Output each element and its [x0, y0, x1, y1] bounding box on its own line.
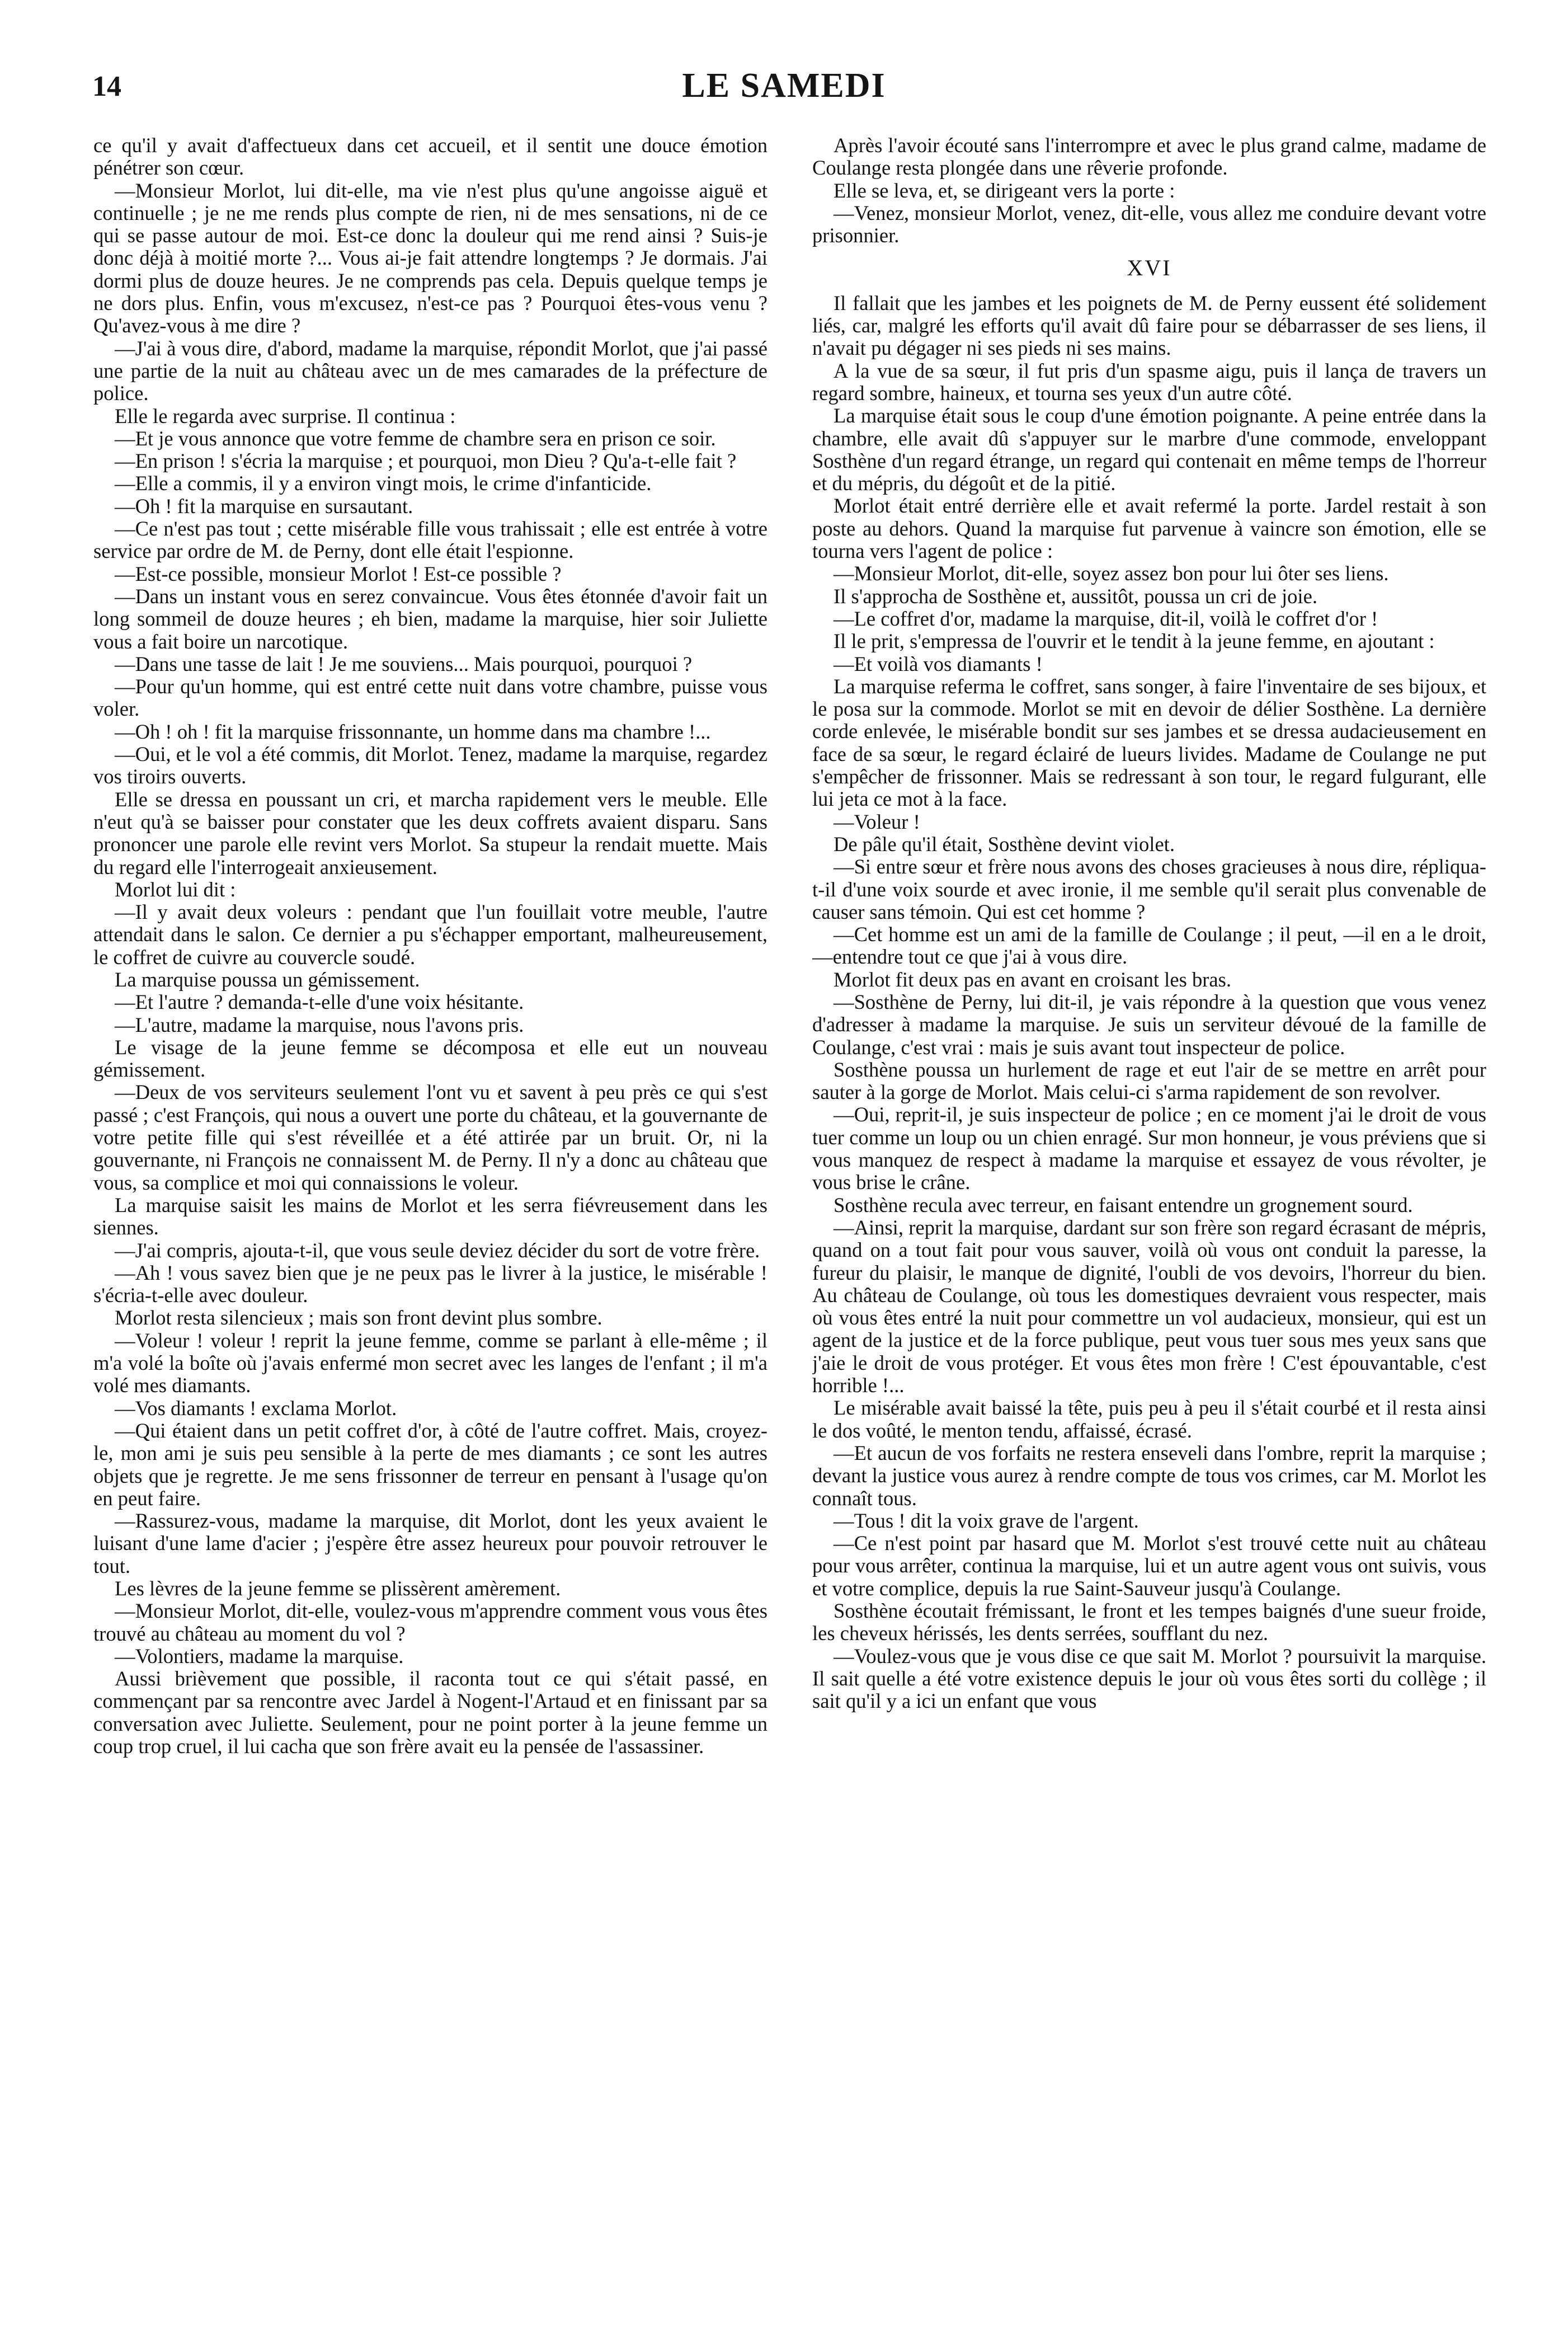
paragraph: —Qui étaient dans un petit coffret d'or, à côté de l'autre coffret. Mais, croyez-le, mon ami je suis peu sensible à la perte de mes diamants ; ce sont les autres objets que je regrette. Je me sens frissonner de terreur en pensant à l'usage qu'on en peut faire.: [93, 1419, 767, 1510]
paragraph: A la vue de sa sœur, il fut pris d'un spasme aigu, puis il lança de travers un regard sombre, haineux, et tourna ses yeux d'un autre côté.: [812, 359, 1486, 405]
paragraph: Après l'avoir écouté sans l'interrompre et avec le plus grand calme, madame de Coulange resta plongée dans une rêverie profonde.: [812, 134, 1486, 180]
paragraph: —Voleur !: [834, 810, 920, 833]
paragraph: —Ah ! vous savez bien que je ne peux pas le livrer à la justice, le misérable ! s'écria-t-elle avec douleur.: [93, 1261, 767, 1307]
paragraph: ce qu'il y avait d'affectueux dans cet accueil, et il sentit une douce émotion pénétrer son cœur.: [93, 134, 767, 180]
paragraph: —Et voilà vos diamants !: [834, 652, 1043, 675]
paragraph: —Sosthène de Perny, lui dit-il, je vais répondre à la question que vous venez d'adresser à madame la marquise. Je suis un serviteur dévoué de la famille de Coulange, c'est vrai : mais je suis avant tout inspecteur de police.: [812, 990, 1486, 1059]
paragraph: —Est-ce possible, monsieur Morlot ! Est-ce possible ?: [115, 562, 562, 585]
paragraph: —Volontiers, madame la marquise.: [115, 1644, 404, 1668]
paragraph: —Ce n'est point par hasard que M. Morlot s'est trouvé cette nuit au château pour vous arrêter, continua la marquise, lui et un autre agent vous ont suivis, vous et votre complice, depuis la rue Saint-Sauveur jusqu'à Coulange.: [812, 1532, 1486, 1600]
paragraph: —Voulez-vous que je vous dise ce que sait M. Morlot ? poursuivit la marquise. Il sait quelle a été votre existence depuis le jour où vous êtes sorti du collège ; il sait qu'il y a ici un enfant que vous: [812, 1644, 1486, 1713]
paragraph: Elle se leva, et, se dirigeant vers la porte :: [834, 179, 1175, 202]
paragraph: Il fallait que les jambes et les poignets de M. de Perny eussent été solidement liés, car, malgré les efforts qu'il avait dû faire pour se débarrasser de ses liens, il n'avait pu dégager ni ses pieds ni ses mains.: [812, 291, 1486, 360]
paragraph: —Monsieur Morlot, dit-elle, soyez assez bon pour lui ôter ses liens.: [834, 562, 1389, 585]
paragraph: —Dans un instant vous en serez convaincue. Vous êtes étonnée d'avoir fait un long sommeil de douze heures ; eh bien, madame la marquise, hier soir Juliette vous a fait boire un narcotique.: [93, 584, 767, 653]
paragraph: Morlot était entré derrière elle et avait refermé la porte. Jardel restait à son poste au dehors. Quand la marquise fut parvenue à vaincre son émotion, elle se tourna vers l'agent de police :: [812, 494, 1486, 563]
right-column: [812, 134, 1486, 2277]
paragraph: Les lèvres de la jeune femme se plissèrent amèrement.: [115, 1577, 561, 1600]
paragraph: —Monsieur Morlot, lui dit-elle, ma vie n'est plus qu'une angoisse aiguë et continuelle ; je ne me rends plus compte de rien, ni de mes sensations, ni de ce qui se passe autour de moi. Est-ce donc la douleur qui me rend ainsi ? Suis-je donc déjà à moitié morte ?... Vous ai-je fait attendre longtemps ? Je dormais. J'ai dormi plus de douze heures. Je ne comprends pas cela. Depuis quelque temps je ne dors plus. Enfin, vous m'excusez, n'est-ce pas ? Pourquoi êtes-vous venu ? Qu'avez-vous à me dire ?: [93, 179, 767, 337]
paragraph: Sosthène recula avec terreur, en faisant entendre un grognement sourd.: [834, 1193, 1413, 1216]
left-column: [93, 134, 767, 2277]
paragraph: Il le prit, s'empressa de l'ouvrir et le tendit à la jeune femme, en ajoutant :: [834, 630, 1435, 653]
paragraph: La marquise referma le coffret, sans songer, à faire l'inventaire de ses bijoux, et le posa sur la commode. Morlot se mit en devoir de délier Sosthène. La dernière corde enlevée, le misérable bondit sur ses jambes et se dressa audacieusement en face de sa sœur, le regard éclairé de lueurs livides. Madame de Coulange ne put s'empêcher de frissonner. Mais se redressant à son tour, le regard fulgurant, elle lui jeta ce mot à la face.: [812, 674, 1486, 811]
paragraph: La marquise était sous le coup d'une émotion poignante. A peine entrée dans la chambre, elle avait dû s'appuyer sur le marbre d'une commode, enveloppant Sosthène d'un regard étrange, un regard qui contenait en même temps de l'horreur et du mépris, du dégoût et de la pitié.: [812, 404, 1486, 495]
paragraph: —Tous ! dit la voix grave de l'argent.: [834, 1509, 1139, 1532]
paragraph: Le visage de la jeune femme se décomposa et elle eut un nouveau gémissement.: [93, 1035, 767, 1082]
paragraph: —Voleur ! voleur ! reprit la jeune femme, comme se parlant à elle-même ; il m'a volé la boîte où j'avais enfermé mon secret avec les langes de l'enfant ; il m'a volé mes diamants.: [93, 1328, 767, 1397]
journal-title: LE SAMEDI: [682, 67, 886, 105]
paragraph: —Dans une tasse de lait ! Je me souviens... Mais pourquoi, pourquoi ?: [115, 652, 693, 675]
paragraph: —Oh ! oh ! fit la marquise frissonnante, un homme dans ma chambre !...: [115, 720, 711, 743]
paragraph: —Le coffret d'or, madame la marquise, dit-il, voilà le coffret d'or !: [834, 607, 1378, 630]
paragraph: —Monsieur Morlot, dit-elle, voulez-vous m'apprendre comment vous vous êtes trouvé au château au moment du vol ?: [93, 1599, 767, 1645]
paragraph: —Oh ! fit la marquise en sursautant.: [115, 494, 413, 518]
paragraph: Morlot resta silencieux ; mais son front devint plus sombre.: [115, 1306, 602, 1330]
paragraph: —Et l'autre ? demanda-t-elle d'une voix hésitante.: [115, 990, 524, 1014]
paragraph: Elle le regarda avec surprise. Il continua :: [115, 404, 456, 428]
paragraph: La marquise saisit les mains de Morlot et les serra fiévreusement dans les siennes.: [93, 1193, 767, 1239]
paragraph: Sosthène écoutait frémissant, le front et les tempes baignés d'une sueur froide, les cheveux hérissés, les dents serrées, soufflant du nez.: [812, 1599, 1486, 1645]
paragraph: —Pour qu'un homme, qui est entré cette nuit dans votre chambre, puisse vous voler.: [93, 675, 767, 721]
paragraph: Sosthène poussa un hurlement de rage et eut l'air de se mettre en arrêt pour sauter à la gorge de Morlot. Mais celui-ci s'arma rapidement de son revolver.: [812, 1058, 1486, 1104]
paragraph: —Elle a commis, il y a environ vingt mois, le crime d'infanticide.: [115, 472, 652, 495]
paragraph: —Ce n'est pas tout ; cette misérable fille vous trahissait ; elle est entrée à votre service par ordre de M. de Perny, dont elle était l'espionne.: [93, 517, 767, 563]
paragraph: —L'autre, madame la marquise, nous l'avons pris.: [115, 1013, 524, 1036]
paragraph: Morlot fit deux pas en avant en croisant les bras.: [834, 967, 1232, 991]
paragraph: —Et aucun de vos forfaits ne restera enseveli dans l'ombre, reprit la marquise ; devant la justice vous aurez à rendre compte de tous vos crimes, car M. Morlot les connaît tous.: [812, 1441, 1486, 1510]
paragraph: —Cet homme est un ami de la famille de Coulange ; il peut, —il en a le droit,—entendre tout ce que j'ai à vous dire.: [812, 923, 1486, 969]
paragraph: La marquise poussa un gémissement.: [115, 967, 420, 991]
paragraph: Aussi brièvement que possible, il raconta tout ce qui s'était passé, en commençant par sa rencontre avec Jardel à Nogent-l'Artaud et en finissant par sa conversation avec Juliette. Seulement, pour ne point porter à la jeune femme un coup trop cruel, il lui cacha que son frère avait eu la pensée de l'assassiner.: [93, 1667, 767, 1758]
paragraph: —Et je vous annonce que votre femme de chambre sera en prison ce soir.: [115, 426, 716, 450]
paragraph: —Si entre sœur et frère nous avons des choses gracieuses à nous dire, répliqua-t-il d'une voix sourde et avec ironie, il me semble qu'il serait plus convenable de causer sans témoin. Qui est cet homme ?: [812, 855, 1486, 923]
paragraph: —Oui, reprit-il, je suis inspecteur de police ; en ce moment j'ai le droit de vous tuer comme un loup ou un chien enragé. Sur mon honneur, je vous préviens que si vous manquez de respect à madame la marquise et essayez de vous révolter, je vous brise le crâne.: [812, 1103, 1486, 1194]
page-number: 14: [92, 71, 121, 102]
paragraph: De pâle qu'il était, Sosthène devint violet.: [834, 832, 1175, 856]
paragraph: —Il y avait deux voleurs : pendant que l'un fouillait votre meuble, l'autre attendait dans le salon. Ce dernier a pu s'échapper emportant, malheureusement, le coffret de cuivre au couvercle soudé.: [93, 900, 767, 969]
paragraph: Le misérable avait baissé la tête, puis peu à peu il s'était courbé et il resta ainsi le dos voûté, le menton tendu, affaissé, écrasé.: [812, 1396, 1486, 1442]
paragraph: Elle se dressa en poussant un cri, et marcha rapidement vers le meuble. Elle n'eut qu'à se baisser pour constater que les deux coffrets avaient disparu. Sans prononcer une parole elle revint vers Morlot. Sa stupeur la rendait muette. Mais du regard elle l'interrogeait anxieusement.: [93, 787, 767, 879]
paragraph: Il s'approcha de Sosthène et, aussitôt, poussa un cri de joie.: [834, 584, 1317, 608]
paragraph: —Venez, monsieur Morlot, venez, dit-elle, vous allez me conduire devant votre prisonnier.: [812, 201, 1486, 247]
paragraph: —Oui, et le vol a été commis, dit Morlot. Tenez, madame la marquise, regardez vos tiroirs ouverts.: [93, 743, 767, 788]
paragraph: —En prison ! s'écria la marquise ; et pourquoi, mon Dieu ? Qu'a-t-elle fait ?: [115, 449, 737, 473]
paragraph: —Rassurez-vous, madame la marquise, dit Morlot, dont les yeux avaient le luisant d'une lame d'acier ; j'espère être assez heureux pour pouvoir retrouver le tout.: [93, 1509, 767, 1577]
paragraph: —J'ai à vous dire, d'abord, madame la marquise, répondit Morlot, que j'ai passé une partie de la nuit au château avec un de mes camarades de la préfecture de police.: [93, 336, 767, 405]
paragraph: —J'ai compris, ajouta-t-il, que vous seule deviez décider du sort de votre frère.: [115, 1238, 760, 1262]
paragraph: Morlot lui dit :: [115, 877, 236, 901]
paragraph: —Ainsi, reprit la marquise, dardant sur son frère son regard écrasant de mépris, quand on a tout fait pour vous sauver, voilà où vous ont conduit la paresse, la fureur du plaisir, le manque de dignité, l'oubli de vos devoirs, l'horreur du bien. Au château de Coulange, où tous les domestiques devraient vous respecter, mais où vous êtes entré la nuit pour commettre un vol audacieux, monsieur, qui est un agent de la justice et de la force publique, peut vous tuer sous mes yeux sans que j'aie le droit de vous protéger. Et vous êtes mon frère ! C'est épouvantable, c'est horrible !...: [812, 1215, 1486, 1397]
paragraph: —Deux de vos serviteurs seulement l'ont vu et savent à peu près ce qui s'est passé ; c'est François, qui nous a ouvert une porte du château, et la gouvernante de votre petite fille qui s'est réveillée et a été attirée par un bruit. Or, ni la gouvernante, ni François ne connaissent M. de Perny. Il n'y a donc au château que vous, sa complice et moi qui connaissions le voleur.: [93, 1081, 767, 1194]
chapter-heading: XVI: [1127, 255, 1172, 281]
paragraph: —Vos diamants ! exclama Morlot.: [115, 1396, 397, 1420]
